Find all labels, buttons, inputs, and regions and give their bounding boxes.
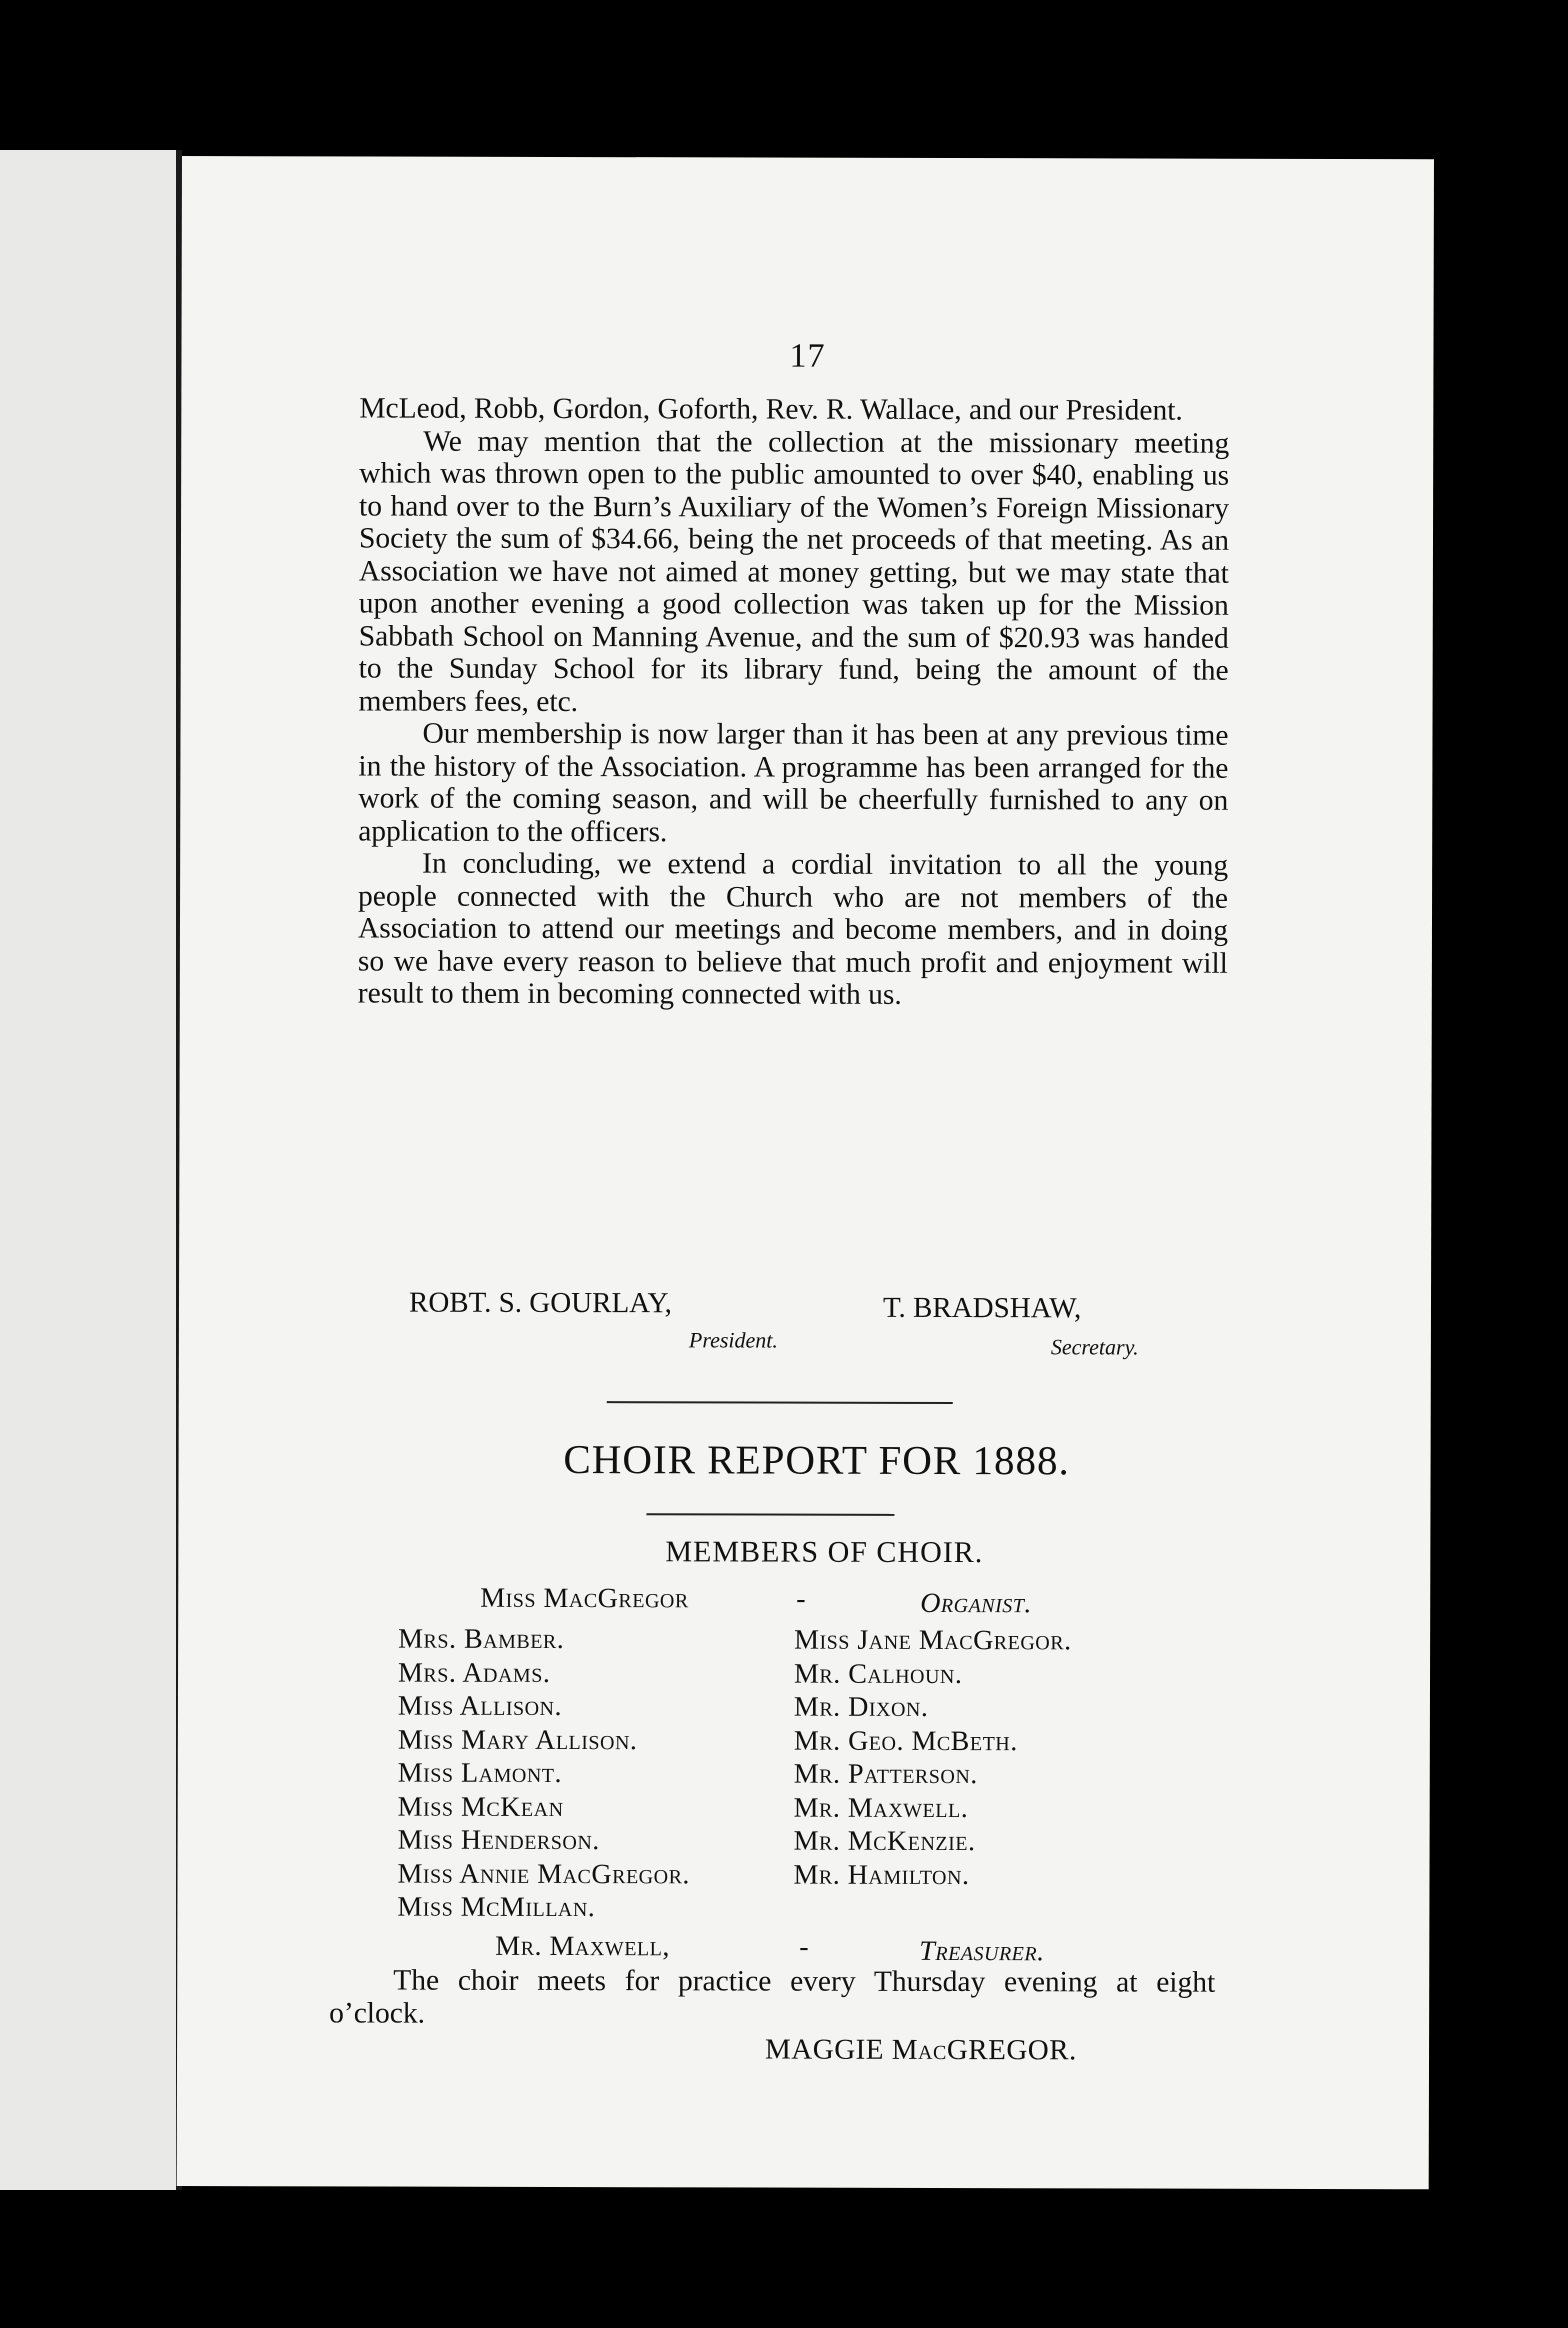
secretary-title: Secretary. [1050, 1334, 1139, 1360]
list-item: Miss Henderson. [397, 1824, 600, 1857]
title-underline [646, 1513, 894, 1516]
report-body [358, 392, 1230, 1012]
list-item: Miss Lamont. [397, 1757, 563, 1790]
members-heading: MEMBERS OF CHOIR. [665, 1535, 984, 1570]
paragraph-collection: We may mention that the collection at the missionary meeting which was thrown open to the public amounted to over $40, enabling us to hand over to the Burn’s Auxiliary of the Women’s Foreign Missionary Society the sum of $34.66, being the net proceeds of that meeting. As an Association we have not aimed at money getting, but we may state that upon another evening a good collection was taken up for the Mission Sabbath School on Manning Avenue, and the sum of $20.93 was handed to the Sunday School for its library fund, being the amount of the members fees, etc. [358, 425, 1230, 718]
list-item: Miss Jane MacGregor. [794, 1624, 1072, 1657]
list-item: Mr. Maxwell. [793, 1792, 969, 1824]
organist-role: Organist. [920, 1587, 1032, 1620]
president-title: President. [688, 1327, 778, 1353]
choir-report-title: CHOIR REPORT FOR 1888. [563, 1436, 1070, 1484]
list-item: Mr. McKenzie. [793, 1825, 976, 1858]
members-right-column [793, 1624, 1071, 1893]
list-item: Mrs. Adams. [397, 1657, 551, 1689]
paragraph-invitation: In concluding, we extend a cordial invitation to all the young people connected with the Church who are not members of the Association to attend our meetings and become members, and in doing so we have every reason to believe that much profit and enjoyment will result to them in becoming connected with us. [357, 847, 1229, 1011]
organist-row [480, 1583, 1280, 1625]
list-item: Mrs. Bamber. [398, 1623, 565, 1656]
secretary-name: T. BRADSHAW, [882, 1291, 1082, 1325]
treasurer-role: Treasurer. [919, 1935, 1045, 1968]
president-name: ROBT. S. GOURLAY, [408, 1286, 672, 1320]
paragraph-continuation: McLeod, Robb, Gordon, Goforth, Rev. R. Wallace, and our President. [359, 392, 1183, 427]
list-item: Miss Annie MacGregor. [397, 1858, 690, 1890]
list-item: Miss McKean [397, 1791, 564, 1823]
practice-paragraph: The choir meets for practice every Thursday evening at eight o’clock. [329, 1964, 1216, 2030]
list-item: Miss McMillan. [397, 1891, 596, 1924]
organist-name: Miss MacGregor [480, 1582, 689, 1615]
organist-dash: - [796, 1583, 807, 1615]
treasurer-dash: - [799, 1931, 810, 1963]
list-item: Mr. Dixon. [793, 1691, 929, 1723]
page-number: 17 [789, 337, 826, 375]
members-left-column [397, 1623, 690, 1925]
paragraph-membership: Our membership is now larger than it has been at any previous time in the history of the Association. A programme has been arranged for the work of the coming season, and will be cheerfully furnished to any on application to the officers. [358, 717, 1229, 848]
list-item: Miss Mary Allison. [397, 1724, 638, 1756]
signature-block [409, 1287, 1289, 1369]
list-item: Mr. Calhoun. [793, 1658, 963, 1690]
list-item: Mr. Patterson. [793, 1758, 978, 1791]
list-item: Miss Allison. [397, 1690, 563, 1723]
practice-note [329, 1964, 1215, 2032]
section-divider [607, 1401, 953, 1404]
document-page [177, 156, 1434, 2189]
facing-page-edge [0, 150, 180, 2190]
list-item: Mr. Geo. McBeth. [793, 1725, 1018, 1757]
list-item: Mr. Hamilton. [793, 1859, 970, 1891]
treasurer-name: Mr. Maxwell, [495, 1930, 670, 1963]
choir-signature: MAGGIE MacGREGOR. [765, 2033, 1077, 2067]
